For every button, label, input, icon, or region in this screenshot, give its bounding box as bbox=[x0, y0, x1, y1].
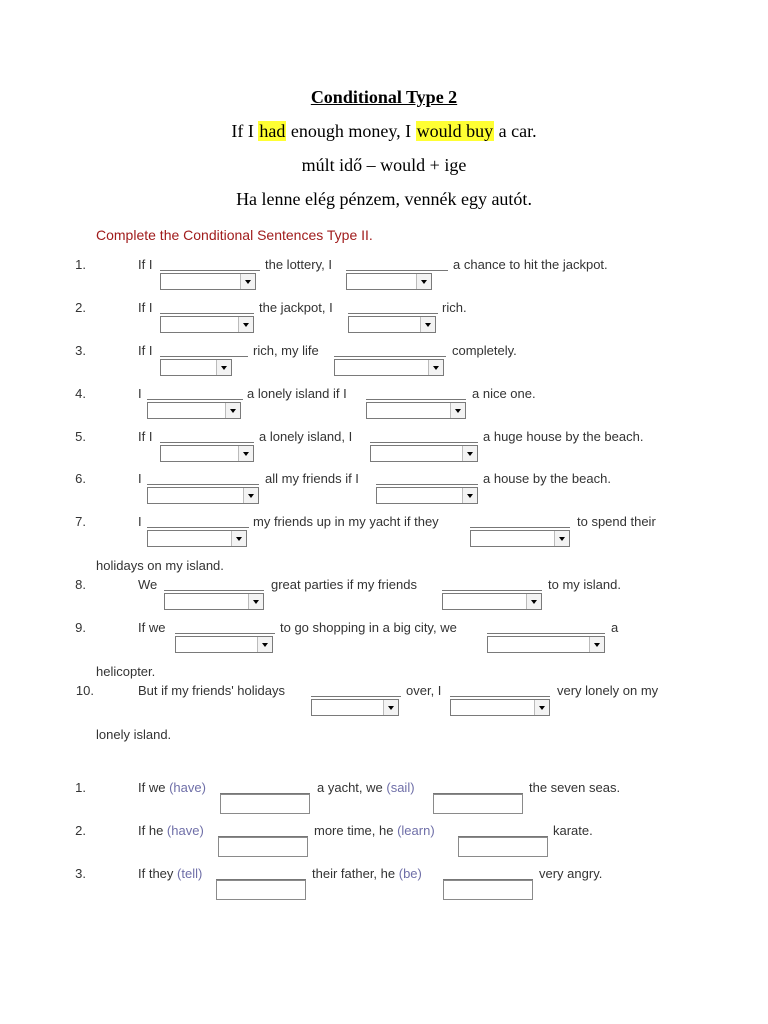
exercise-text: over, I bbox=[406, 683, 442, 698]
answer-input[interactable] bbox=[443, 880, 533, 900]
chevron-down-icon[interactable] bbox=[462, 488, 477, 503]
exercise-text: rich, my life bbox=[253, 343, 319, 358]
blank-underline bbox=[147, 399, 243, 400]
exercise-text: karate. bbox=[553, 823, 593, 838]
exercise-number: 3. bbox=[75, 866, 86, 881]
exercise-number: 1. bbox=[75, 780, 86, 795]
exercise-text-continued: holidays on my island. bbox=[96, 558, 224, 573]
chevron-down-icon[interactable] bbox=[554, 531, 569, 546]
answer-dropdown[interactable] bbox=[160, 273, 256, 290]
answer-dropdown[interactable] bbox=[147, 530, 247, 547]
exercise-text: If I bbox=[138, 300, 153, 315]
example-part1: If I bbox=[231, 121, 259, 141]
chevron-down-icon[interactable] bbox=[383, 700, 398, 715]
answer-dropdown[interactable] bbox=[160, 316, 254, 333]
example-part2: enough money, I bbox=[286, 121, 416, 141]
exercise-text: great parties if my friends bbox=[271, 577, 417, 592]
blank-underline bbox=[376, 484, 478, 485]
exercise-text: the jackpot, I bbox=[259, 300, 333, 315]
chevron-down-icon[interactable] bbox=[231, 531, 246, 546]
blank-underline bbox=[370, 442, 478, 443]
answer-dropdown[interactable] bbox=[160, 359, 232, 376]
exercise-number: 3. bbox=[75, 343, 86, 358]
exercise-text: I bbox=[138, 514, 142, 529]
exercise-text bbox=[317, 780, 415, 795]
blank-underline bbox=[450, 696, 550, 697]
chevron-down-icon[interactable] bbox=[416, 274, 431, 289]
blank-underline bbox=[470, 527, 570, 528]
verb-hint: (be) bbox=[398, 866, 422, 881]
exercise-text: a lonely island if I bbox=[247, 386, 347, 401]
chevron-down-icon[interactable] bbox=[420, 317, 435, 332]
answer-dropdown[interactable] bbox=[348, 316, 436, 333]
exercise-number: 9. bbox=[75, 620, 86, 635]
chevron-down-icon[interactable] bbox=[534, 700, 549, 715]
chevron-down-icon[interactable] bbox=[243, 488, 258, 503]
exercise-text-part: If they bbox=[138, 866, 178, 881]
exercise-text bbox=[314, 823, 435, 838]
exercise-text-part: more time, he bbox=[314, 823, 398, 838]
exercise-text: If we bbox=[138, 620, 166, 635]
exercise-text: a house by the beach. bbox=[483, 471, 611, 486]
highlight-would-buy: would buy bbox=[416, 121, 494, 141]
answer-dropdown[interactable] bbox=[442, 593, 542, 610]
answer-dropdown[interactable] bbox=[147, 402, 241, 419]
blank-underline bbox=[147, 484, 259, 485]
exercise-text: We bbox=[138, 577, 158, 592]
exercise-text: to go shopping in a big city, we bbox=[280, 620, 457, 635]
answer-dropdown[interactable] bbox=[370, 445, 478, 462]
exercise-text: But if my friends' holidays bbox=[138, 683, 285, 698]
exercise-text: all my friends if I bbox=[265, 471, 359, 486]
exercise-text: a bbox=[611, 620, 619, 635]
blank-underline bbox=[147, 527, 249, 528]
exercise-text: If I bbox=[138, 429, 153, 444]
answer-dropdown[interactable] bbox=[487, 636, 605, 653]
verb-hint: (learn) bbox=[397, 823, 435, 838]
example-part3: a car. bbox=[494, 121, 537, 141]
answer-dropdown[interactable] bbox=[376, 487, 478, 504]
grammar-rule: múlt idő – would + ige bbox=[301, 155, 467, 175]
answer-input[interactable] bbox=[220, 794, 310, 814]
chevron-down-icon[interactable] bbox=[462, 446, 477, 461]
verb-hint: (tell) bbox=[177, 866, 203, 881]
blank-underline bbox=[160, 270, 260, 271]
exercise-text bbox=[138, 780, 206, 795]
blank-underline bbox=[160, 356, 248, 357]
exercise-text: rich. bbox=[442, 300, 467, 315]
exercise-text: If I bbox=[138, 257, 153, 272]
answer-dropdown[interactable] bbox=[147, 487, 259, 504]
exercise-number: 6. bbox=[75, 471, 86, 486]
blank-underline bbox=[334, 356, 446, 357]
page-title: Conditional Type 2 bbox=[310, 87, 458, 107]
exercise-text: If I bbox=[138, 343, 153, 358]
answer-input[interactable] bbox=[218, 837, 308, 857]
exercise-text: completely. bbox=[452, 343, 517, 358]
blank-underline bbox=[160, 442, 254, 443]
chevron-down-icon[interactable] bbox=[428, 360, 443, 375]
exercise-text bbox=[138, 866, 202, 881]
exercise-text: a chance to hit the jackpot. bbox=[453, 257, 608, 272]
blank-underline bbox=[311, 696, 401, 697]
exercise-text: the lottery, I bbox=[265, 257, 332, 272]
exercise-number: 2. bbox=[75, 823, 86, 838]
answer-dropdown[interactable] bbox=[470, 530, 570, 547]
answer-dropdown[interactable] bbox=[175, 636, 273, 653]
answer-dropdown[interactable] bbox=[311, 699, 399, 716]
exercise-text: I bbox=[138, 386, 142, 401]
exercise-text: the seven seas. bbox=[529, 780, 621, 795]
chevron-down-icon[interactable] bbox=[216, 360, 231, 375]
verb-hint: (have) bbox=[166, 823, 204, 838]
chevron-down-icon[interactable] bbox=[526, 594, 541, 609]
exercise-text-part: If he bbox=[138, 823, 167, 838]
answer-dropdown[interactable] bbox=[334, 359, 444, 376]
example-sentence bbox=[0, 121, 768, 142]
chevron-down-icon[interactable] bbox=[589, 637, 604, 652]
chevron-down-icon[interactable] bbox=[238, 317, 253, 332]
exercise-text: a nice one. bbox=[472, 386, 536, 401]
chevron-down-icon[interactable] bbox=[225, 403, 240, 418]
exercise-text: I bbox=[138, 471, 142, 486]
blank-underline bbox=[346, 270, 448, 271]
chevron-down-icon[interactable] bbox=[238, 446, 253, 461]
chevron-down-icon[interactable] bbox=[450, 403, 465, 418]
exercise-text-continued: helicopter. bbox=[96, 664, 156, 679]
exercise-text: very angry. bbox=[539, 866, 603, 881]
answer-input[interactable] bbox=[216, 880, 306, 900]
answer-dropdown[interactable] bbox=[450, 699, 550, 716]
chevron-down-icon[interactable] bbox=[248, 594, 263, 609]
translation: Ha lenne elég pénzem, vennék egy autót. bbox=[236, 189, 532, 209]
highlight-had: had bbox=[259, 121, 286, 141]
exercise-text: a huge house by the beach. bbox=[483, 429, 644, 444]
exercise-text-part: a yacht, we bbox=[317, 780, 387, 795]
exercise-number: 5. bbox=[75, 429, 86, 444]
exercise-number: 2. bbox=[75, 300, 86, 315]
exercise-text: to spend their bbox=[577, 514, 656, 529]
answer-input[interactable] bbox=[458, 837, 548, 857]
exercise-number: 4. bbox=[75, 386, 86, 401]
blank-underline bbox=[160, 313, 254, 314]
exercise-text: very lonely on my bbox=[557, 683, 659, 698]
instruction: Complete the Conditional Sentences Type II. bbox=[96, 227, 373, 243]
exercise-text bbox=[138, 823, 204, 838]
exercise-text: to my island. bbox=[548, 577, 621, 592]
answer-dropdown[interactable] bbox=[346, 273, 432, 290]
exercise-number: 1. bbox=[75, 257, 86, 272]
answer-dropdown[interactable] bbox=[160, 445, 254, 462]
exercise-text bbox=[312, 866, 422, 881]
answer-input[interactable] bbox=[433, 794, 523, 814]
blank-underline bbox=[366, 399, 466, 400]
exercise-text-part: If we bbox=[138, 780, 170, 795]
verb-hint: (sail) bbox=[386, 780, 415, 795]
exercise-number: 10. bbox=[75, 683, 94, 698]
blank-underline bbox=[442, 590, 542, 591]
blank-underline bbox=[348, 313, 438, 314]
exercise-text: my friends up in my yacht if they bbox=[253, 514, 439, 529]
blank-underline bbox=[487, 633, 605, 634]
chevron-down-icon[interactable] bbox=[240, 274, 255, 289]
exercise-text-part: their father, he bbox=[312, 866, 399, 881]
exercise-number: 8. bbox=[75, 577, 86, 592]
answer-dropdown[interactable] bbox=[164, 593, 264, 610]
blank-underline bbox=[175, 633, 275, 634]
exercise-number: 7. bbox=[75, 514, 86, 529]
exercise-text-continued: lonely island. bbox=[96, 727, 172, 742]
blank-underline bbox=[164, 590, 264, 591]
chevron-down-icon[interactable] bbox=[257, 637, 272, 652]
verb-hint: (have) bbox=[169, 780, 206, 795]
answer-dropdown[interactable] bbox=[366, 402, 466, 419]
exercise-text: a lonely island, I bbox=[259, 429, 353, 444]
